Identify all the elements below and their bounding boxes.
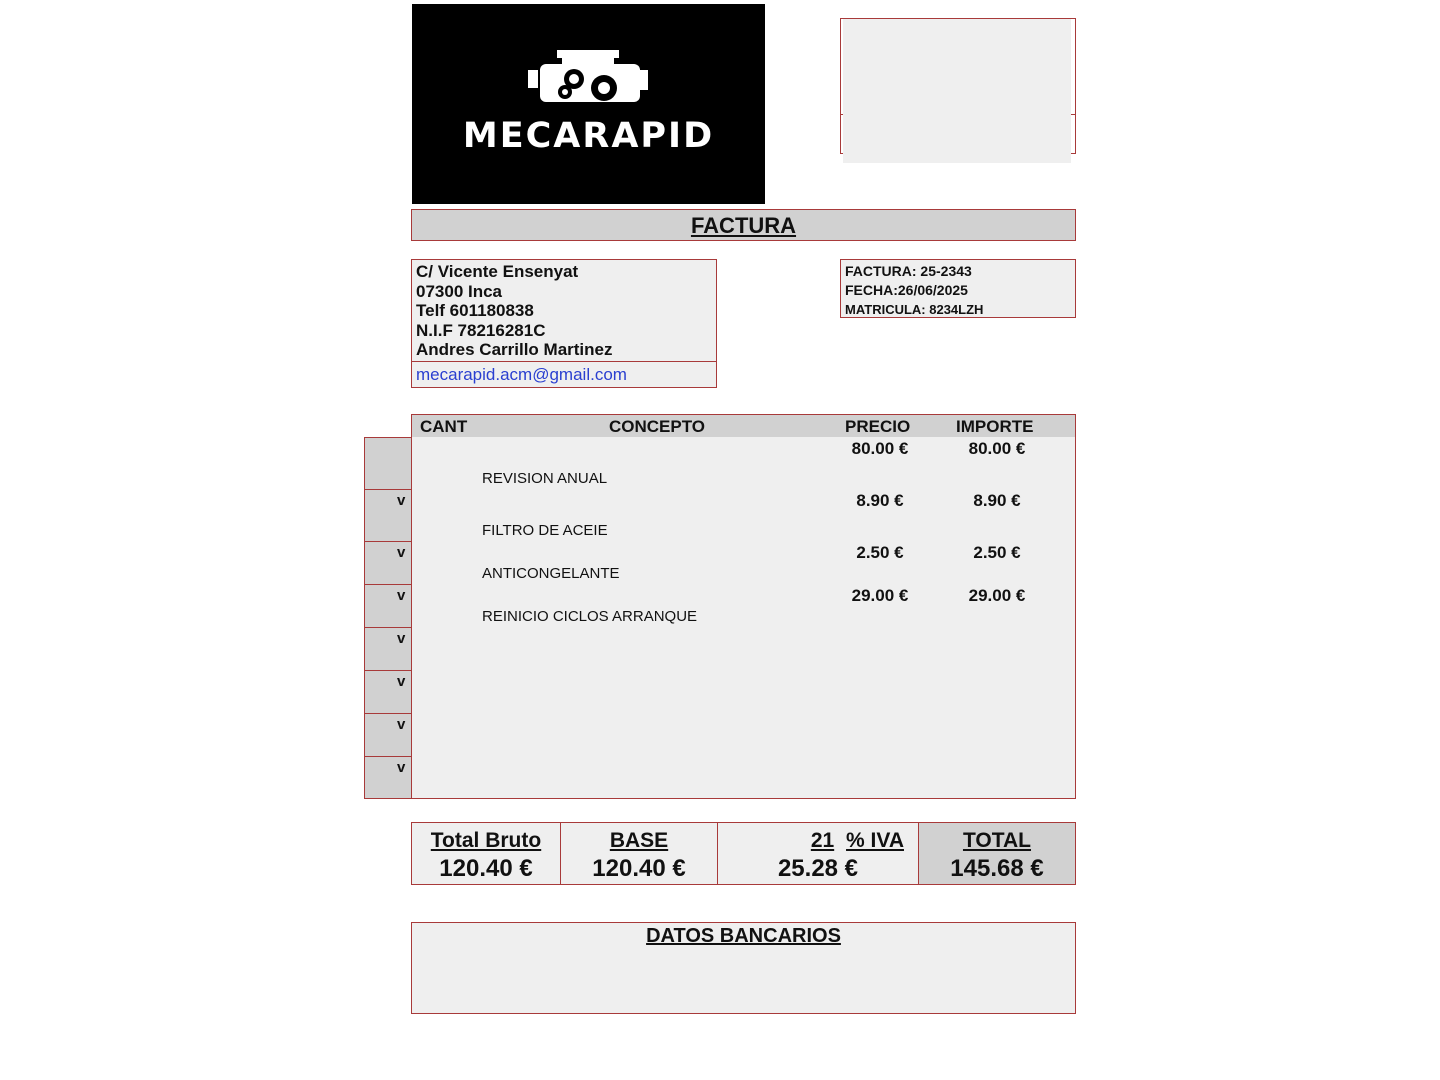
bank-title: DATOS BANCARIOS [646,925,841,947]
header-concept: CONCEPTO [609,417,706,436]
total-cell [919,823,1075,884]
company-owner: Andres Carrillo Martinez [416,340,613,360]
row-amount: 29.00 € [968,586,1026,605]
divider [364,541,412,542]
row-marker: v [397,759,406,776]
gross-cell [412,823,560,884]
divider [364,627,412,628]
row-concept: FILTRO DE ACEIE [482,522,608,539]
totals-panel [411,822,1076,885]
table-row [411,584,1076,628]
document-title: FACTURA [690,213,797,238]
header-amount: IMPORTE [956,417,1034,436]
row-concept: ANTICONGELANTE [482,565,620,582]
gross-label: Total Bruto [430,829,542,852]
vat-rate: 21 [810,829,835,852]
vat-cell [718,823,918,884]
company-nif: N.I.F 78216281C [416,320,546,340]
row-marker: v [397,492,406,509]
table-row [411,756,1076,799]
row-concept: REVISION ANUAL [482,470,608,487]
table-row [411,713,1076,757]
client-box [840,18,1076,154]
row-price: 80.00 € [851,439,909,458]
table-row [411,489,1076,542]
engine-icon [412,4,765,204]
table-row [411,670,1076,714]
bank-data [411,922,1076,1014]
divider [364,489,412,490]
header-qty: CANT [420,417,468,436]
row-marker: v [397,630,406,647]
redacted-area [843,19,1071,163]
company-info [411,259,717,388]
divider [364,713,412,714]
base-value: 120.40 € [592,855,686,882]
row-price: 8.90 € [856,491,904,510]
address-street: C/ Vicente Ensenyat [416,262,579,281]
divider [364,670,412,671]
row-concept: REINICIO CICLOS ARRANQUE [482,608,698,625]
row-price: 2.50 € [856,543,904,562]
row-marker: v [397,544,406,561]
table-row [411,437,1076,490]
document-title-bar [411,209,1076,241]
row-marker: v [397,673,406,690]
row-amount: 8.90 € [973,491,1021,510]
divider [364,756,412,757]
row-marker: v [397,716,406,733]
vat-value: 25.28 € [777,855,859,882]
base-cell [561,823,717,884]
vat-label: % IVA [846,829,904,852]
company-logo [412,4,765,204]
table-row [411,541,1076,585]
company-email[interactable]: mecarapid.acm@gmail.com [412,361,716,395]
company-phone: Telf 601180838 [416,301,534,321]
total-label: TOTAL [962,829,1032,852]
invoice-meta [840,259,1076,318]
invoice-number: FACTURA: 25-2343 [845,263,972,279]
gross-value: 120.40 € [439,855,533,882]
vehicle-plate: MATRICULA: 8234LZH [845,302,984,317]
total-value: 145.68 € [950,855,1044,882]
table-row [411,627,1076,671]
row-price: 29.00 € [851,586,909,605]
row-amount: 80.00 € [968,439,1026,458]
row-amount: 2.50 € [973,543,1021,562]
brand-name: MECARAPID [462,116,715,156]
address-city: 07300 Inca [416,281,503,301]
divider [364,584,412,585]
items-header [411,414,1076,438]
header-price: PRECIO [845,417,911,436]
row-marker: v [397,587,406,604]
invoice-date: FECHA:26/06/2025 [845,282,968,298]
base-label: BASE [609,829,669,852]
